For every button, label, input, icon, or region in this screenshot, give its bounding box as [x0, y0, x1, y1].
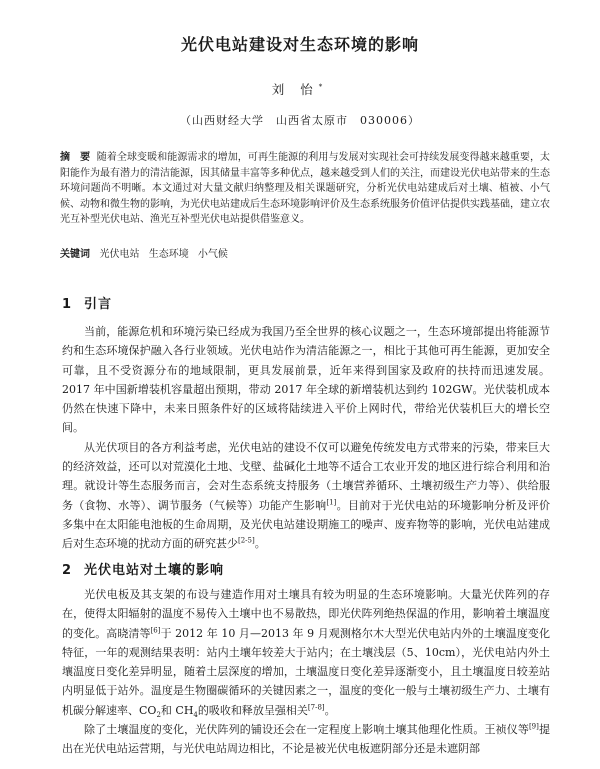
paragraph-text: 。: [254, 537, 266, 551]
citation: [7-8]: [307, 703, 325, 712]
section-1-body: [62, 322, 550, 554]
paragraph: [62, 720, 550, 759]
affiliation: （山西财经大学 山西省太原市 030006）: [180, 114, 420, 127]
citation: [1]: [326, 498, 337, 507]
section-heading: [62, 559, 224, 578]
abstract-label: 摘 要: [60, 152, 91, 163]
section-number: 2: [62, 563, 72, 578]
subscript: 2: [156, 710, 161, 719]
section-heading: [62, 293, 112, 312]
paper-title: 光伏电站建设对生态环境的影响: [180, 35, 419, 54]
paragraph: [62, 322, 550, 438]
abstract: [60, 150, 550, 228]
paragraph-text: 的吸收和释放呈强相关: [197, 703, 308, 717]
citation: [2-5]: [238, 536, 255, 545]
paragraph-text: 光伏电板及其支架的布设与建造作用对土壤具有较为明显的生态环境影响。大量光伏阵列的存在，使得太阳辐射的温度不易传入土壤中也不易散热，即光伏阵列绝热保温的作用，影响着土壤温度的变化。高晓清等: [62, 588, 550, 640]
section-title: 光伏电站对土壤的影响: [84, 563, 225, 578]
author-name: 刘 怡: [271, 82, 319, 97]
author-line: [0, 80, 600, 98]
keyword: 生态环境: [148, 249, 189, 260]
paragraph-text: 和 CH: [160, 703, 194, 717]
author-footnote-mark: *: [318, 82, 329, 91]
citation: [9]: [528, 722, 539, 731]
abstract-text: 随着全球变暖和能源需求的增加，可再生能源的利用与发展对实现社会可持续发展变得越来越重要，太阳能作为最有潜力的清洁能源，因其储量丰富等多种优点，越来越受到人们的关注，而建设光伏电站带来的生态环境问题尚不明晰。本文通过对大量文献归纳整理及相关课题研究，分析光伏电站建成后对土壤、植被、小气候、动物和微生物的影响，为光伏电站建成后生态环境影响评价及生态系统服务价值评估提供实践基础，建立农光互补型光伏电站、渔光互补型光伏电站提供借鉴意义。: [60, 152, 551, 225]
paragraph-text: 。目前对于光伏电站的环境影响分析及评价多集中在太阳能电池板的生命周期，及光伏电站建设期施工的噪声、废弃物等的影响，光伏电站建成后对生态环境的扰动方面的研究甚少: [62, 498, 551, 551]
paragraph-text: 提出在光伏电站运营期，与光伏电站周边相比，不论是被光伏电板遮阴部分还是未遮阴部: [62, 723, 550, 756]
paragraph-text: 从光伏项目的各方利益考虑，光伏电站的建设不仅可以避免传统发电方式带来的污染，带来巨大的经济效益，还可以对荒漠化土地、戈壁、盐碱化土地等不适合工农业开发的地区进行综合利用和治理。就设计等生态服务而言，会对生态系统支持服务（土壤营养循环、土壤初级生产力等）、供给服务（食物、水等）、调节服务（气候等）功能产生影响: [62, 440, 550, 512]
paragraph: [62, 438, 550, 554]
paragraph-text: 。: [324, 703, 336, 717]
paragraph-text: 于 2012 年 10 月—2013 年 9 月观测格尔木大型光伏电站内外的土壤温度变化特征，一年的观测结果表明：站内土壤年较差大于站内；在土壤浅层（5、10cm），光伏电站内外土壤温度日变化差异明显，随着土层深度的增加，土壤温度日变化差异逐渐变小，且土壤温度日较差站内明显低于站外。温度是生物圈碳循环的关键因素之一，温度的变化一般与土壤初级生产力、土壤有机碳分解速率、CO: [62, 626, 550, 717]
keyword: 小气候: [197, 249, 228, 260]
keyword: 光伏电站: [99, 249, 140, 260]
subscript: 4: [193, 710, 198, 719]
paragraph: [62, 585, 550, 720]
citation: [6]: [150, 625, 161, 634]
section-title: 引言: [84, 297, 113, 312]
paragraph-text: 除了土壤温度的变化，光伏阵列的铺设还会在一定程度上影响土壤其他理化性质。王祯仪等: [84, 723, 529, 737]
keywords: [60, 245, 550, 260]
section-number: 1: [62, 297, 72, 312]
section-2-body: [62, 585, 550, 759]
paragraph-text: 当前，能源危机和环境污染已经成为我国乃至全世界的核心议题之一，生态环境部提出将能源节约和生态环境保护融入各行业领域。光伏电站作为清洁能源之一，相比于其他可再生能源，更加安全可靠，且不受资源分布的地域限制，更具发展前景，近年来得到国家及政府的扶持而迅速发展。2017 年中国新增装机容量超出预期，带动 2017 年全球的新增装机达到约 102GW。光伏装机成本仍然在快速下降中，未来日照条件好的区域将陆续进入平价上网时代，带给光伏装机巨大的增长空间。: [62, 325, 550, 435]
keywords-label: 关键词: [60, 249, 90, 260]
